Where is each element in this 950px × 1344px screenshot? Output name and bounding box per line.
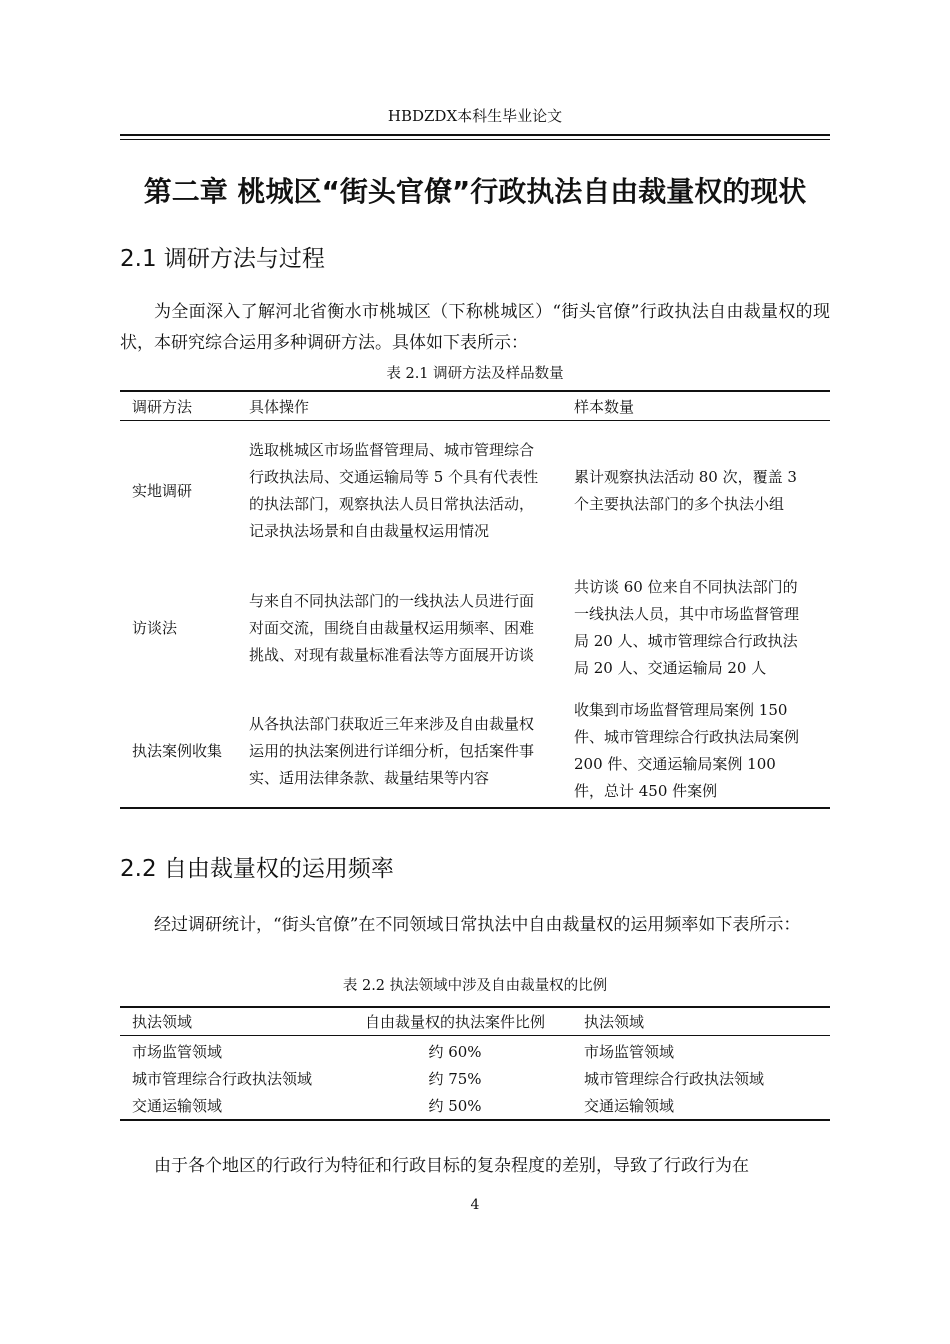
section-2-1-paragraph: 为全面深入了解河北省衡水市桃城区（下称桃城区）“街头官僚”行政执法自由裁量权的现状，本研究综合运用多种调研方法。具体如下表所示： bbox=[120, 302, 830, 353]
table-2-header-row bbox=[120, 1007, 830, 1036]
table-cell-operation: 与来自不同执法部门的一线执法人员进行面对面交流，围绕自由裁量权运用频率、困难挑战、对现有裁量标准看法等方面展开访谈 bbox=[249, 591, 535, 664]
table-cell-field-2: 市场监管领域 bbox=[584, 1043, 675, 1061]
table-cell-ratio: 约 50% bbox=[428, 1097, 482, 1115]
table-1-header-method: 调研方法 bbox=[120, 391, 237, 421]
table-cell-operation: 从各执法部门获取近三年来涉及自由裁量权运用的执法案例进行详细分析，包括案件事实、适用法律条款、裁量结果等内容 bbox=[249, 714, 535, 787]
header-rule-thin bbox=[120, 139, 830, 140]
running-header: HBDZDX本科生毕业论文 bbox=[387, 107, 563, 125]
section-title-2-2: 2.2 自由裁量权的运用频率 bbox=[120, 856, 394, 882]
table-cell-field: 交通运输领域 bbox=[132, 1097, 223, 1115]
table-row bbox=[120, 695, 830, 808]
table-cell-field: 城市管理综合行政执法领域 bbox=[132, 1070, 313, 1088]
table-cell-method: 访谈法 bbox=[132, 618, 178, 637]
page-number: 4 bbox=[470, 1197, 480, 1213]
table-2-caption: 表 2.2 执法领域中涉及自由裁量权的比例 bbox=[342, 978, 608, 994]
table-1 bbox=[120, 390, 830, 809]
table-1-caption: 表 2.1 调研方法及样品数量 bbox=[386, 366, 564, 382]
section-title-2-1: 2.1 调研方法与过程 bbox=[120, 246, 325, 272]
table-row bbox=[120, 1092, 830, 1120]
table-cell-method: 实地调研 bbox=[132, 481, 193, 500]
table-row bbox=[120, 1036, 830, 1066]
table-cell-sample: 累计观察执法活动 80 次，覆盖 3 个主要执法部门的多个执法小组 bbox=[574, 468, 797, 513]
table-cell-method: 执法案例收集 bbox=[132, 741, 223, 760]
table-cell-field-2: 城市管理综合行政执法领域 bbox=[584, 1070, 765, 1088]
table-2-header-field: 执法领域 bbox=[120, 1007, 338, 1036]
table-2-header-field-2: 执法领域 bbox=[572, 1007, 830, 1036]
closing-paragraph: 由于各个地区的行政行为特征和行政目标的复杂程度的差别，导致了行政行为在 bbox=[154, 1156, 749, 1176]
table-cell-sample: 共访谈 60 位来自不同执法部门的一线执法人员，其中市场监督管理局 20 人、城市管理综合行政执法局 20 人、交通运输局 20 人 bbox=[574, 578, 800, 677]
table-cell-ratio: 约 60% bbox=[428, 1043, 482, 1061]
table-row bbox=[120, 561, 830, 695]
header-rule-thick bbox=[120, 134, 830, 136]
table-cell-field: 市场监管领域 bbox=[132, 1043, 223, 1061]
table-cell-field-2: 交通运输领域 bbox=[584, 1097, 675, 1115]
table-cell-sample: 收集到市场监督管理局案例 150 件、城市管理综合行政执法局案例 200 件、交通运输局案例 100 件，总计 450 件案例 bbox=[574, 701, 800, 800]
table-1-header-row bbox=[120, 391, 830, 421]
section-2-2-paragraph: 经过调研统计，“街头官僚”在不同领域日常执法中自由裁量权的运用频率如下表所示： bbox=[154, 915, 801, 935]
table-2-header-ratio: 自由裁量权的执法案件比例 bbox=[338, 1007, 572, 1036]
table-row bbox=[120, 421, 830, 562]
table-cell-operation: 选取桃城区市场监督管理局、城市管理综合行政执法局、交通运输局等 5 个具有代表性的执法部门，观察执法人员日常执法活动，记录执法场景和自由裁量权运用情况 bbox=[249, 441, 539, 540]
table-row bbox=[120, 1065, 830, 1092]
chapter-title: 第二章 桃城区“街头官僚”行政执法自由裁量权的现状 bbox=[143, 175, 807, 208]
table-1-header-sample: 样本数量 bbox=[562, 391, 830, 421]
table-1-header-operation: 具体操作 bbox=[237, 391, 562, 421]
table-cell-ratio: 约 75% bbox=[428, 1070, 482, 1088]
table-2 bbox=[120, 1006, 830, 1121]
